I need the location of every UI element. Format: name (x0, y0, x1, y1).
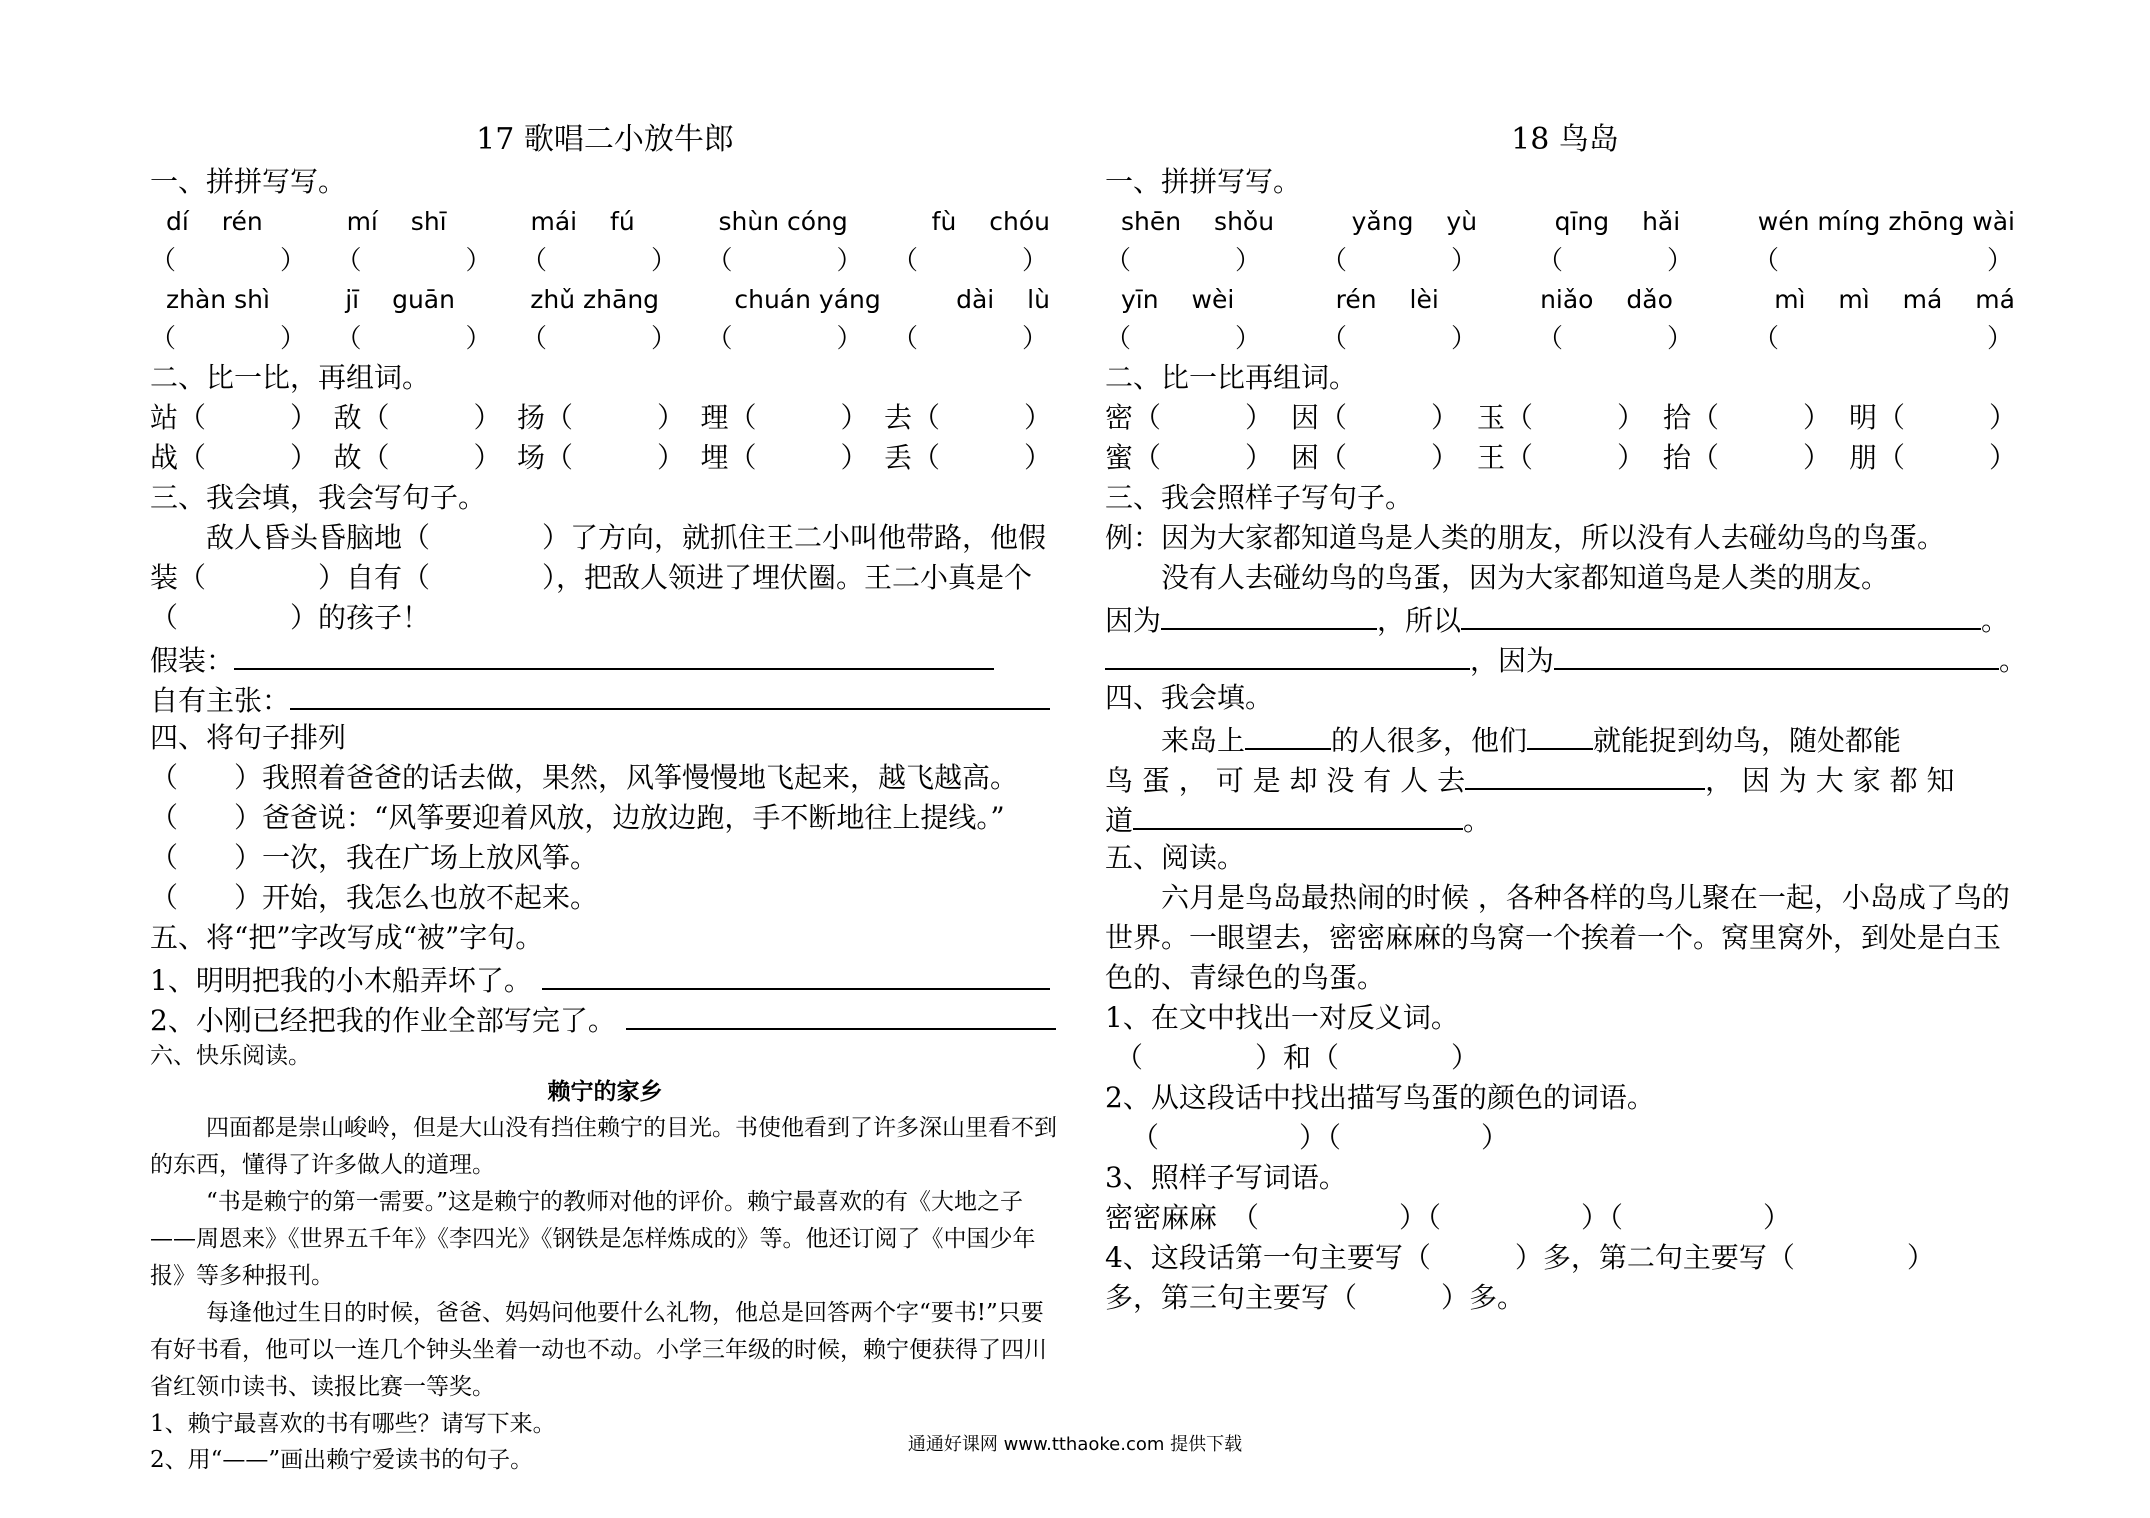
compare-item[interactable]: 场（ ） (516, 441, 685, 474)
line-label: 假装： (150, 644, 235, 677)
pinyin: mí shī (346, 207, 447, 236)
fill-text: 的人很多，他们 (1331, 724, 1528, 757)
write-line[interactable] (234, 638, 994, 670)
write-line[interactable] (1527, 718, 1593, 750)
pinyin: yǎng yù (1351, 207, 1478, 236)
compare-item[interactable]: 站（ ） (150, 401, 319, 434)
pinyin: qīng hǎi (1554, 207, 1681, 236)
pinyin: shùn cóng (718, 207, 848, 236)
answer-blank[interactable]: （ ） (1752, 246, 2013, 276)
write-line[interactable] (290, 678, 1050, 710)
pinyin: mái fú (530, 207, 635, 236)
compare-item[interactable]: 朋（ ） (1848, 441, 2017, 474)
compare-item[interactable]: 密（ ） (1105, 401, 1274, 434)
write-line[interactable] (1133, 798, 1463, 830)
answer-blank[interactable]: （ ） (335, 324, 492, 354)
reading-paragraph: “书是赖宁的第一需要。”这是赖宁的教师对他的评价。赖宁最喜欢的有《大地之子——周恩来》《世界五千年》《李四光》《钢铁是怎样炼成的》等。他还订阅了《中国少年报》等多种报刊。 (150, 1189, 1036, 1289)
right-section-5-heading: 五、阅读。 (1105, 841, 1246, 874)
rewrite-item (150, 998, 1060, 1038)
reading-paragraph: 四面都是崇山峻岭，但是大山没有挡住赖宁的目光。书使他看到了许多深山里看不到的东西，懂得了许多做人的道理。 (150, 1115, 1057, 1178)
answer-blank[interactable]: （ ） (706, 324, 863, 354)
compare-item[interactable]: 困（ ） (1290, 441, 1459, 474)
write-line[interactable] (542, 958, 1050, 990)
reading-paragraph: 每逢他过生日的时候，爸爸、妈妈问他要什么礼物，他总是回答两个字“要书!”只要有好书看，他可以一连几个钟头坐着一动也不动。小学三年级的时候，赖宁便获得了四川省红领巾读书、读报比赛一等奖。 (150, 1300, 1047, 1400)
compare-item[interactable]: 明（ ） (1848, 401, 2017, 434)
write-line[interactable] (626, 998, 1056, 1030)
right-compare-row-1 (1105, 398, 2025, 438)
question-2-answer[interactable]: （ ）（ ） (1131, 1121, 1510, 1154)
compare-item[interactable]: 去（ ） (883, 401, 1052, 434)
lesson-18-title: 18 鸟岛 (1511, 122, 1619, 157)
answer-blank[interactable]: （ ） (1320, 324, 1477, 354)
answer-blank[interactable]: （ ） (1536, 246, 1693, 276)
pinyin: dài lù (956, 285, 1050, 314)
answer-blank[interactable]: （ ） (150, 324, 307, 354)
write-line[interactable] (1461, 598, 1981, 630)
fill-text: 鸟 蛋 ， 可 是 却 没 有 人 去 (1105, 764, 1466, 797)
compare-item[interactable]: 埋（ ） (700, 441, 869, 474)
right-section-4-heading: 四、我会填。 (1105, 681, 1274, 714)
right-answer-row-2 (1105, 320, 2025, 358)
answer-blank[interactable]: （ ） (706, 246, 863, 276)
pinyin: niǎo dǎo (1540, 285, 1673, 314)
right-pinyin-row-2 (1105, 280, 2025, 320)
sentence-line-ziyouzhuzhang (150, 678, 1060, 718)
left-answer-row-1 (150, 242, 1060, 280)
rewrite-sentence: 1、明明把我的小木船弄坏了。 (150, 964, 532, 997)
answer-blank[interactable]: （ ） (1320, 246, 1477, 276)
question-3: 3、照样子写词语。 (1105, 1161, 1347, 1194)
compare-item[interactable]: 玉（ ） (1476, 401, 1645, 434)
line-label: ，因为 (1470, 644, 1555, 677)
right-section-2-heading: 二、比一比再组词。 (1105, 361, 1358, 394)
question-4-continued[interactable]: 多，第三句主要写（ ）多。 (1105, 1281, 1526, 1314)
fill-text: 来岛上 (1161, 724, 1246, 757)
reading-question: 1、赖宁最喜欢的书有哪些？请写下来。 (150, 1411, 556, 1437)
right-answer-row-1 (1105, 242, 2025, 280)
right-section-1-heading: 一、拼拼写写。 (1105, 165, 1302, 198)
pinyin: mì mì má má (1774, 285, 2015, 314)
lesson-17-title: 17 歌唱二小放牛郎 (476, 122, 734, 157)
left-section-1-heading: 一、拼拼写写。 (150, 165, 347, 198)
left-section-3-heading: 三、我会填，我会写句子。 (150, 481, 487, 514)
left-section-2-heading: 二、比一比，再组词。 (150, 361, 431, 394)
answer-blank[interactable]: （ ） (1752, 324, 2013, 354)
answer-blank[interactable]: （ ） (1105, 324, 1262, 354)
because-so-line (1105, 598, 2025, 638)
left-section-5-heading: 五、将“把”字改写成“被”字句。 (150, 921, 544, 954)
order-item[interactable]: （ ）我照着爸爸的话去做，果然，风筝慢慢地飞起来，越飞越高。 (150, 761, 1019, 794)
pinyin: chuán yáng (734, 285, 881, 314)
pinyin: jī guān (345, 285, 455, 314)
right-compare-row-2 (1105, 438, 2025, 478)
left-section-3-paragraph: 敌人昏头昏脑地（ ）了方向，就抓住王二小叫他带路，他假装（ ）自有（ ），把敌人领进了埋伏圈。王二小真是个（ ）的孩子！ (150, 521, 1047, 634)
left-compare-row-1 (150, 398, 1060, 438)
example-sentence-rewritten: 没有人去碰幼鸟的鸟蛋，因为大家都知道鸟是人类的朋友。 (1161, 561, 1890, 594)
left-pinyin-row-2 (150, 280, 1060, 320)
period: 。 (1463, 804, 1492, 837)
answer-blank[interactable]: （ ） (150, 246, 307, 276)
left-answer-row-2 (150, 320, 1060, 358)
compare-item[interactable]: 故（ ） (333, 441, 502, 474)
compare-item[interactable]: 扬（ ） (516, 401, 685, 434)
question-4[interactable]: 4、这段话第一句主要写（ ）多，第二句主要写（ ） (1105, 1241, 1935, 1274)
right-pinyin-row-1 (1105, 202, 2025, 242)
pinyin: zhàn shì (166, 285, 270, 314)
reading-question: 2、用“——”画出赖宁爱读书的句子。 (150, 1447, 534, 1473)
question-3-answer[interactable]: 密密麻麻 （ ）（ ）（ ） (1105, 1201, 1792, 1234)
rewrite-sentence: 2、小刚已经把我的作业全部写完了。 (150, 1004, 616, 1037)
left-pinyin-row-1 (150, 202, 1060, 242)
compare-item[interactable]: 抬（ ） (1662, 441, 1831, 474)
pinyin: shēn shǒu (1121, 207, 1275, 236)
right-section-3-heading: 三、我会照样子写句子。 (1105, 481, 1414, 514)
sentence-line-jiazhuang (150, 638, 1060, 678)
write-line[interactable] (1105, 638, 1470, 670)
line-label: ，所以 (1377, 604, 1462, 637)
compare-item[interactable]: 拾（ ） (1662, 401, 1831, 434)
reading-title: 赖宁的家乡 (547, 1078, 663, 1105)
fill-text: 道 (1105, 804, 1134, 837)
question-1: 1、在文中找出一对反义词。 (1105, 1001, 1459, 1034)
write-line[interactable] (1465, 758, 1705, 790)
answer-blank[interactable]: （ ） (520, 324, 677, 354)
fill-text: ， 因 为 大 家 都 知 (1705, 764, 1955, 797)
pinyin: yīn wèi (1121, 285, 1235, 314)
question-1-answer[interactable]: （ ）和（ ） (1115, 1041, 1480, 1074)
answer-blank[interactable]: （ ） (335, 246, 492, 276)
left-section-6-heading: 六、快乐阅读。 (150, 1043, 311, 1069)
period: 。 (1999, 644, 2028, 677)
right-reading-paragraph: 六月是鸟岛最热闹的时候 ，各种各样的鸟儿聚在一起，小岛成了鸟的世界。一眼望去，密密麻麻的鸟窝一个挨着一个。窝里窝外，到处是白玉色的、青绿色的鸟蛋。 (1105, 881, 2010, 994)
order-item[interactable]: （ ）开始，我怎么也放不起来。 (150, 881, 599, 914)
fill-line-3 (1105, 798, 2025, 838)
lesson-17-column (150, 118, 1060, 1478)
write-line[interactable] (1245, 718, 1331, 750)
fill-line-1 (1105, 718, 2025, 758)
line-label: 因为 (1105, 604, 1162, 637)
pinyin: dí rén (166, 207, 263, 236)
compare-item[interactable]: 丢（ ） (883, 441, 1052, 474)
example-sentence: 例：因为大家都知道鸟是人类的朋友，所以没有人去碰幼鸟的鸟蛋。 (1105, 521, 1946, 554)
pinyin: zhǔ zhāng (530, 285, 660, 314)
compare-item[interactable]: 敌（ ） (333, 401, 502, 434)
left-section-4-heading: 四、将句子排列 (150, 721, 347, 754)
order-item[interactable]: （ ）一次，我在广场上放风筝。 (150, 841, 599, 874)
pinyin: wén míng zhōng wài (1757, 207, 2015, 236)
write-line[interactable] (1161, 598, 1377, 630)
answer-blank[interactable]: （ ） (1536, 324, 1693, 354)
period: 。 (1981, 604, 2010, 637)
left-compare-row-2 (150, 438, 1060, 478)
pinyin: rén lèi (1335, 285, 1439, 314)
line-label: 自有主张： (150, 684, 291, 717)
compare-item[interactable]: 蜜（ ） (1105, 441, 1274, 474)
fill-line-2 (1105, 758, 2025, 798)
write-line[interactable] (1554, 638, 1999, 670)
fill-text: 就能捉到幼鸟，随处都能 (1593, 724, 1902, 757)
so-because-line (1105, 638, 2028, 678)
compare-item[interactable]: 因（ ） (1290, 401, 1459, 434)
question-2: 2、从这段话中找出描写鸟蛋的颜色的词语。 (1105, 1081, 1655, 1114)
compare-item[interactable]: 王（ ） (1476, 441, 1645, 474)
pinyin: fù chóu (931, 207, 1050, 236)
compare-item[interactable]: 理（ ） (700, 401, 869, 434)
answer-blank[interactable]: （ ） (520, 246, 677, 276)
compare-item[interactable]: 战（ ） (150, 441, 319, 474)
answer-blank[interactable]: （ ） (1105, 246, 1262, 276)
answer-blank[interactable]: （ ） (891, 246, 1048, 276)
rewrite-item (150, 958, 1060, 998)
download-footer: 通通好课网 www.tthaoke.com 提供下载 (907, 1434, 1243, 1455)
answer-blank[interactable]: （ ） (891, 324, 1048, 354)
order-item[interactable]: （ ）爸爸说：“风筝要迎着风放，边放边跑，手不断地往上提线。” (150, 801, 1005, 834)
lesson-18-column (1105, 118, 2028, 1318)
